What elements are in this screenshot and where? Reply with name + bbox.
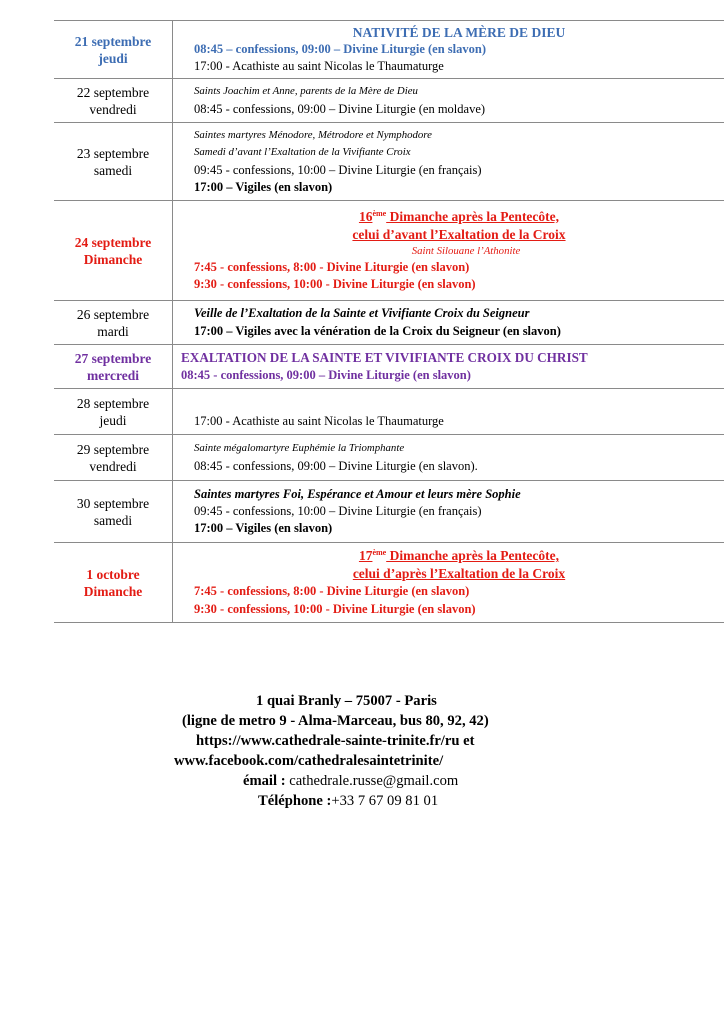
feast-name: Samedi d’avant l’Exaltation de la Vivifiante Croix — [194, 146, 411, 159]
date-label: 24 septembre — [74, 234, 152, 250]
schedule-row — [54, 21, 724, 79]
events-cell — [173, 301, 724, 345]
events-cell — [173, 123, 724, 201]
weekday-label: vendredi — [89, 458, 137, 474]
events-cell — [173, 79, 724, 123]
weekday-label: samedi — [93, 162, 133, 178]
schedule-row — [54, 345, 724, 389]
schedule-row — [54, 435, 724, 481]
events-cell — [173, 543, 724, 623]
feast-title: NATIVITÉ DE LA MÈRE DE DIEU — [352, 24, 566, 40]
date-cell — [54, 481, 173, 543]
service-line: 09:45 - confessions, 10:00 – Divine Liturgie (en français) — [194, 162, 482, 177]
date-cell — [54, 201, 173, 301]
date-cell — [54, 123, 173, 201]
date-label: 22 septembre — [76, 84, 150, 100]
service-line: 9:30 - confessions, 10:00 - Divine Liturgie (en slavon) — [194, 277, 476, 291]
schedule-row — [54, 543, 724, 623]
weekday-label: jeudi — [98, 50, 128, 66]
service-line: 17:00 - Acathiste au saint Nicolas le Thaumaturge — [194, 413, 444, 428]
feast-title: EXALTATION DE LA SAINTE ET VIVIFIANTE CROIX DU CHRIST — [181, 350, 588, 366]
sunday-title-text: Dimanche après la Pentecôte, — [386, 548, 560, 564]
schedule-row — [54, 481, 724, 543]
feast-name: Saintes martyres Foi, Espérance et Amour et leurs mère Sophie — [194, 486, 521, 501]
weekday-label: vendredi — [89, 101, 137, 117]
transport-info: (ligne de metro 9 - Alma-Marceau, bus 80, 92, 42) — [182, 713, 489, 729]
service-line: 17:00 – Vigiles (en slavon) — [194, 521, 333, 536]
date-cell — [54, 543, 173, 623]
email-address[interactable]: cathedrale.russe@gmail.com — [285, 773, 459, 789]
service-line: 08:45 - confessions, 09:00 – Divine Liturgie (en slavon). — [194, 458, 478, 473]
feast-name: Saints Joachim et Anne, parents de la Mère de Dieu — [194, 85, 418, 98]
events-cell — [173, 481, 724, 543]
service-line: 17:00 – Vigiles avec la vénération de la Croix du Seigneur (en slavon) — [194, 323, 561, 338]
sunday-title-text: Dimanche après la Pentecôte, — [386, 208, 560, 224]
schedule-row — [54, 201, 724, 301]
date-cell — [54, 345, 173, 389]
date-label: 21 septembre — [74, 33, 152, 49]
date-label: 27 septembre — [74, 350, 152, 366]
date-cell — [54, 435, 173, 481]
weekday-label: Dimanche — [83, 583, 143, 599]
service-line: 09:45 - confessions, 10:00 – Divine Liturgie (en français) — [194, 503, 482, 518]
date-label: 28 septembre — [76, 395, 150, 411]
date-label: 1 octobre — [86, 566, 140, 582]
email-line — [243, 771, 458, 792]
date-label: 26 septembre — [76, 306, 150, 322]
events-cell — [173, 345, 724, 389]
saint-commemoration: Saint Silouane l’Athonite — [411, 244, 521, 257]
facebook-link[interactable]: www.facebook.com/cathedralesaintetrinite/ — [174, 753, 444, 769]
date-label: 29 septembre — [76, 441, 150, 457]
address: 1 quai Branly – 75007 - Paris — [256, 693, 437, 709]
ordinal-suffix: ème — [372, 548, 387, 558]
sunday-number: 16 — [358, 208, 373, 224]
service-line: 08:45 – confessions, 09:00 – Divine Liturgie (en slavon) — [194, 41, 487, 56]
events-cell — [173, 435, 724, 481]
date-cell — [54, 79, 173, 123]
events-cell — [173, 201, 724, 301]
weekday-label: Dimanche — [83, 251, 143, 267]
date-label: 23 septembre — [76, 145, 150, 161]
schedule-table — [54, 20, 724, 623]
sunday-number: 17 — [358, 548, 373, 564]
weekday-label: mercredi — [87, 367, 139, 383]
events-cell — [173, 389, 724, 435]
service-line: 08:45 - confessions, 09:00 – Divine Liturgie (en slavon) — [181, 367, 471, 382]
sunday-subtitle: celui d’après l’Exaltation de la Croix — [352, 566, 566, 582]
sunday-subtitle: celui d’avant l’Exaltation de la Croix — [352, 226, 566, 242]
schedule-row — [54, 123, 724, 201]
schedule-row — [54, 301, 724, 345]
feast-name: Saintes martyres Ménodore, Métrodore et Nymphodore — [194, 128, 432, 141]
service-line: 7:45 - confessions, 8:00 - Divine Liturgie (en slavon) — [194, 584, 470, 599]
events-cell — [173, 21, 724, 79]
sunday-title — [194, 547, 724, 565]
weekday-label: mardi — [97, 323, 129, 339]
sunday-title — [194, 208, 724, 226]
date-cell — [54, 21, 173, 79]
schedule-row — [54, 389, 724, 435]
schedule-row — [54, 79, 724, 123]
date-label: 30 septembre — [76, 495, 150, 511]
phone-number[interactable]: +33 7 67 09 81 01 — [331, 793, 439, 809]
feast-name: Sainte mégalomartyre Euphémie la Triomphante — [194, 442, 405, 455]
service-line: 08:45 - confessions, 09:00 – Divine Liturgie (en moldave) — [194, 101, 486, 116]
date-cell — [54, 389, 173, 435]
website-link[interactable]: https://www.cathedrale-sainte-trinite.fr/ru et — [196, 733, 475, 749]
date-cell — [54, 301, 173, 345]
service-line: 7:45 - confessions, 8:00 - Divine Liturgie (en slavon) — [194, 259, 470, 274]
phone-label: Téléphone : — [258, 793, 332, 809]
phone-line — [258, 791, 438, 812]
service-line: 9:30 - confessions, 10:00 - Divine Liturgie (en slavon) — [194, 601, 476, 616]
ordinal-suffix: ème — [372, 208, 387, 218]
weekday-label: jeudi — [99, 412, 127, 428]
service-line: 17:00 – Vigiles (en slavon) — [194, 179, 333, 194]
email-label: émail : — [243, 773, 286, 789]
service-line: 17:00 - Acathiste au saint Nicolas le Thaumaturge — [194, 59, 444, 74]
weekday-label: samedi — [93, 512, 133, 528]
feast-name: Veille de l’Exaltation de la Sainte et Vivifiante Croix du Seigneur — [194, 306, 530, 321]
